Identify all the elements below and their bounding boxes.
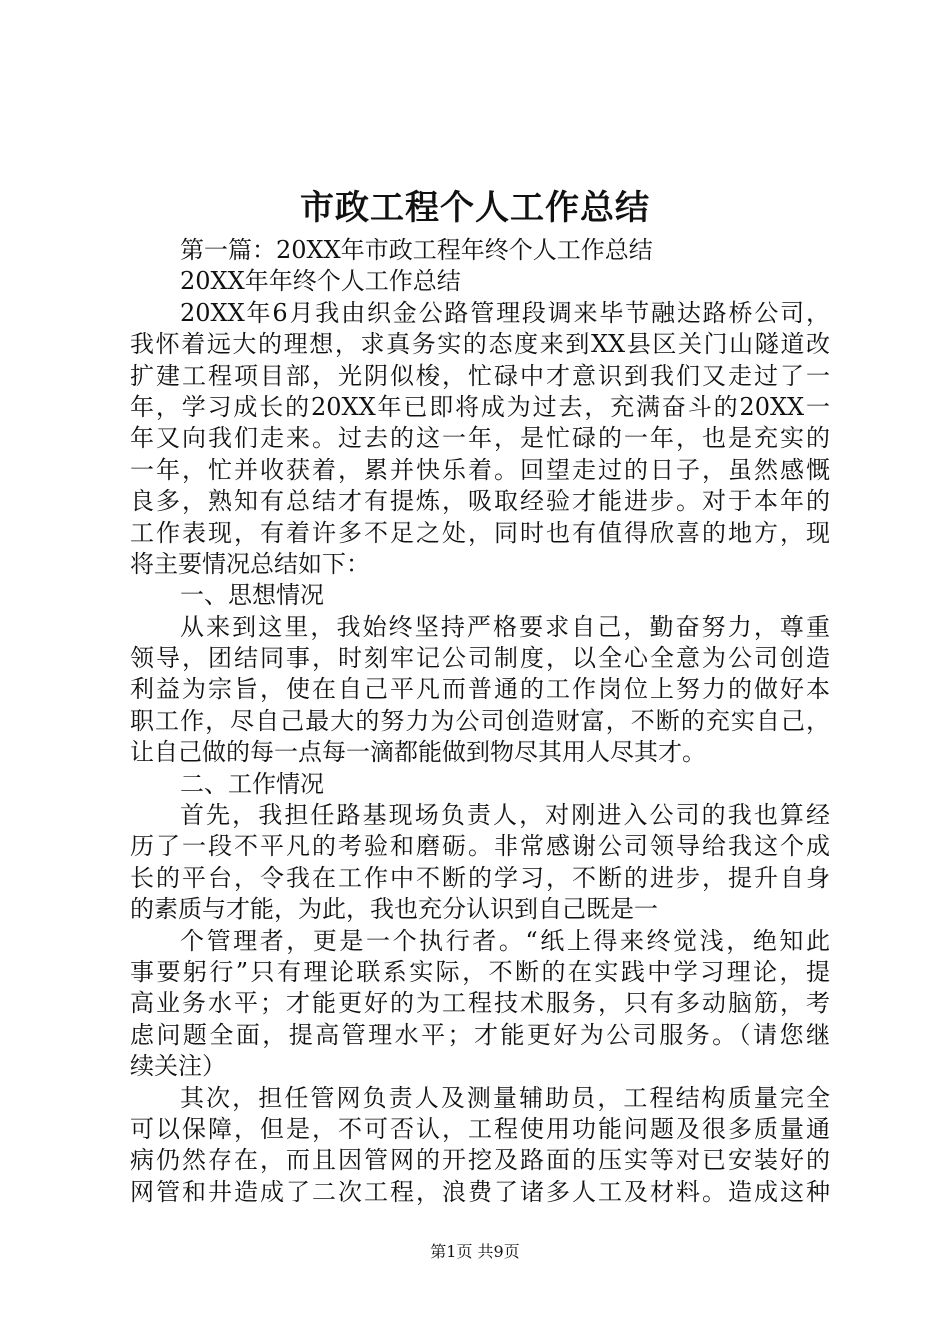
text-line: 续关注）: [130, 1052, 226, 1081]
text-line: 让自己做的每一点每一滴都能做到物尽其用人尽其才。: [130, 738, 706, 767]
text-line: 网管和井造成了二次工程，浪费了诸多人工及材料。造成这种: [130, 1177, 830, 1206]
text-line: 首先，我担任路基现场负责人，对刚进入公司的我也算经: [180, 801, 830, 830]
document-title: 市政工程个人工作总结: [300, 188, 650, 228]
text-line: 年又向我们走来。过去的这一年，是忙碌的一年，也是充实的: [130, 424, 830, 453]
document-body: [130, 235, 830, 1208]
text-line: 病仍然存在，而且因管网的开挖及路面的压实等对已安装好的: [130, 1146, 830, 1175]
text-line: 个管理者，更是一个执行者。“纸上得来终觉浅，绝知此: [180, 926, 830, 955]
text-line: 20XX年年终个人工作总结: [180, 267, 461, 296]
text-line: 20XX年6月我由织金公路管理段调来毕节融达路桥公司，: [180, 298, 830, 327]
text-line: 良多，熟知有总结才有提炼，吸取经验才能进步。对于本年的: [130, 487, 830, 516]
text-line: 我怀着远大的理想，求真务实的态度来到XX县区关门山隧道改: [130, 330, 830, 359]
text-line: 高业务水平；才能更好的为工程技术服务，只有多动脑筋，考: [130, 989, 830, 1018]
text-line: 领导，团结同事，时刻牢记公司制度，以全心全意为公司创造: [130, 644, 830, 673]
text-line: 的素质与才能，为此，我也充分认识到自己既是一: [130, 895, 658, 924]
text-line: 利益为宗旨，使在自己平凡而普通的工作岗位上努力的做好本: [130, 675, 830, 704]
text-line: 历了一段不平凡的考验和磨砺。非常感谢公司领导给我这个成: [130, 832, 830, 861]
text-line: 职工作，尽自己最大的努力为公司创造财富，不断的充实自己，: [130, 706, 830, 735]
text-line: 其次，担任管网负责人及测量辅助员，工程结构质量完全: [180, 1083, 830, 1112]
page-footer: 第1页 共9页: [430, 1242, 520, 1261]
text-line: 长的平台，令我在工作中不断的学习，不断的进步，提升自身: [130, 863, 830, 892]
text-line: 一、思想情况: [180, 581, 324, 610]
text-line: 工作表现，有着许多不足之处，同时也有值得欣喜的地方，现: [130, 518, 830, 547]
text-line: 一年，忙并收获着，累并快乐着。回望走过的日子，虽然感慨: [130, 455, 830, 484]
text-line: 可以保障，但是，不可否认，工程使用功能问题及很多质量通: [130, 1114, 830, 1143]
text-line: 扩建工程项目部，光阴似梭，忙碌中才意识到我们又走过了一: [130, 361, 830, 390]
text-line: 二、工作情况: [180, 769, 324, 798]
text-line: 将主要情况总结如下：: [130, 549, 370, 578]
text-line: 第一篇：20XX年市政工程年终个人工作总结: [180, 236, 653, 264]
text-line: 虑问题全面，提高管理水平；才能更好为公司服务。（请您继: [130, 1020, 830, 1049]
text-line: 从来到这里，我始终坚持严格要求自己，勤奋努力，尊重: [180, 612, 830, 641]
text-line: 年，学习成长的20XX年已即将成为过去，充满奋斗的20XX一: [130, 392, 830, 421]
text-line: 事要躬行”只有理论联系实际，不断的在实践中学习理论，提: [130, 957, 830, 986]
